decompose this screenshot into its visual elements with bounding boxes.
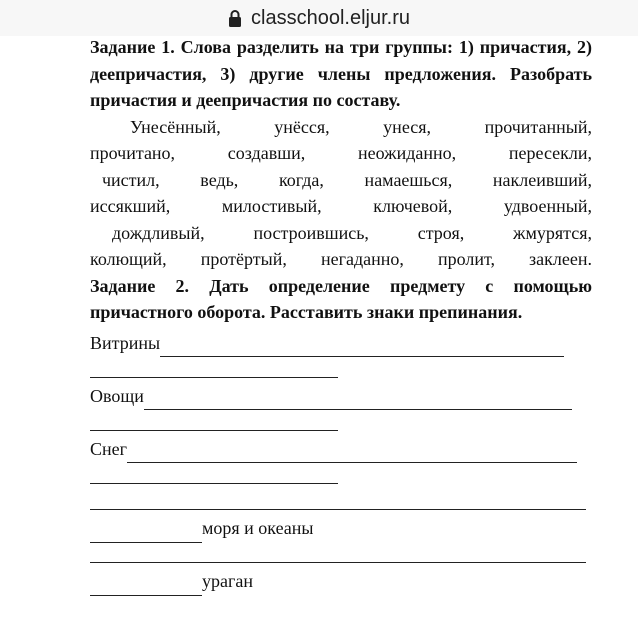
answer-blank[interactable] (144, 383, 572, 411)
answer-label: моря и океаны (202, 518, 314, 538)
answer-row (90, 330, 592, 357)
answer-blank[interactable] (127, 436, 577, 464)
answer-blank-line[interactable] (90, 542, 592, 569)
answer-blank-line[interactable] (90, 462, 592, 489)
answer-blank[interactable] (90, 515, 202, 543)
answer-blank[interactable] (160, 330, 564, 358)
url-text: classchool.eljur.ru (251, 6, 410, 29)
address-bar[interactable] (0, 0, 638, 36)
task1-word-list (90, 114, 592, 273)
answer-row (90, 436, 592, 463)
answer-row (90, 383, 592, 410)
word-line: колющий, протёртый, негаданно, пролит, заклеен. (90, 249, 592, 269)
task2-heading: Задание 2. Дать определение предмету с помощью причастного оборота. Расставить знаки препинания. (90, 275, 592, 322)
answer-blank[interactable] (90, 568, 202, 596)
word-line: дождливый, построившись, строя, жмурятся, (112, 222, 592, 243)
task1-heading: Задание 1. Слова разделить на три группы: 1) причастия, 2) деепричастия, 3) другие члены предложения. Разобрать причастия и деепричастия по составу. (90, 37, 592, 110)
answer-label: ураган (202, 571, 253, 591)
answer-row (90, 568, 592, 595)
answer-blank-line[interactable] (90, 409, 592, 436)
word-line: прочитано, создавши, неожиданно, пересекли, (90, 143, 592, 163)
answer-label: Овощи (90, 385, 144, 406)
word-line: чистил, ведь, когда, намаешься, наклеивший, (102, 169, 592, 190)
answer-blank-line[interactable] (90, 356, 592, 383)
word-line: иссякший, милостивый, ключевой, удвоенный, (90, 196, 592, 216)
worksheet (90, 34, 592, 595)
answer-row (90, 515, 592, 542)
word-line: Унесённый, унёсся, унеся, прочитанный, (130, 116, 592, 137)
answer-label: Витрины (90, 332, 161, 353)
answer-blank-line[interactable] (90, 489, 592, 516)
lock-icon (228, 9, 242, 27)
answer-label: Снег (90, 438, 128, 459)
